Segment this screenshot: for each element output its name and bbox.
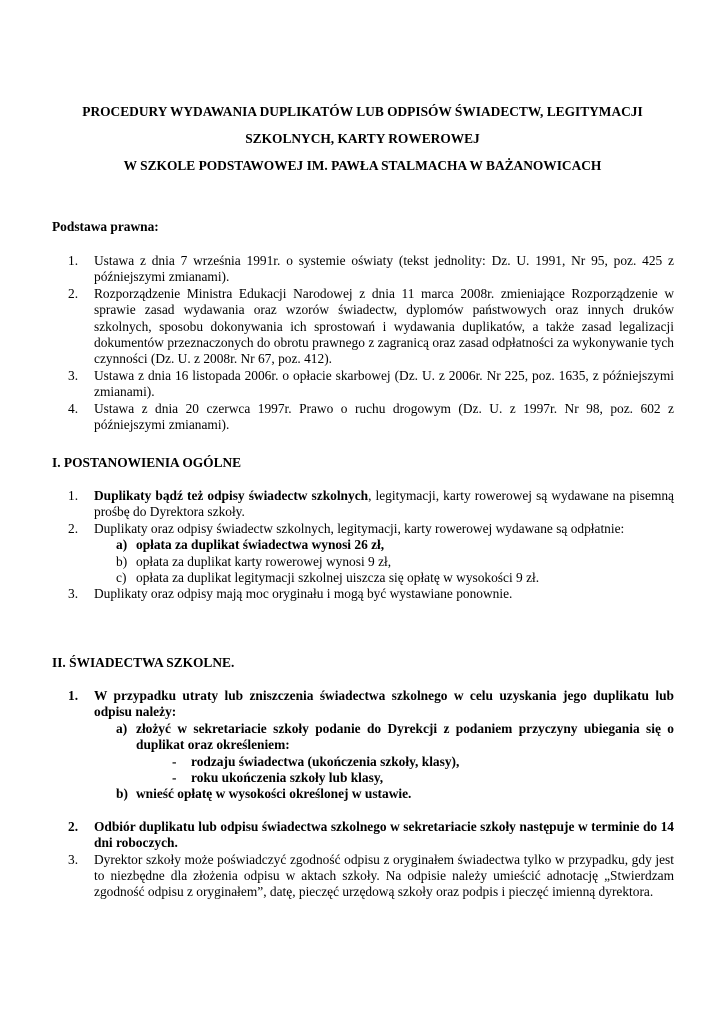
item-number: 3. (68, 367, 79, 383)
section1-item (52, 586, 674, 602)
item-text: Odbiór duplikatu lub odpisu świadectwa szkolnego w sekretariacie szkoły następuje w terminie do 14 dni roboczych. (94, 818, 674, 851)
instruction-item (52, 786, 674, 802)
title-line-2: SZKOLNYCH, KARTY ROWEROWEJ (245, 131, 480, 146)
fee-text: opłata za duplikat legitymacji szkolnej uiszcza się opłatę w wysokości 9 zł. (136, 570, 540, 586)
legal-basis-list (52, 253, 674, 433)
item-number: 2. (68, 520, 79, 536)
item-text: , legitymacji, karty rowerowej są wydawane na pisemną prośbę do Dyrektora szkoły. (94, 488, 675, 520)
fee-letter: b) (116, 553, 128, 569)
legal-basis-item (52, 253, 674, 286)
section2-item (52, 852, 674, 901)
document-title (40, 98, 685, 179)
dash-item (52, 754, 674, 770)
legal-basis-item (52, 286, 674, 368)
dash-text: roku ukończenia szkoły lub klasy, (191, 770, 384, 786)
fee-item (52, 554, 674, 570)
section1-heading: I. POSTANOWIENIA OGÓLNE (52, 455, 242, 470)
item-text: Duplikaty oraz odpisy mają moc oryginału i mogą być wystawiane ponownie. (94, 586, 513, 602)
instruction-text: wnieść opłatę w wysokości określonej w ustawie. (136, 786, 412, 802)
legal-basis-item (52, 401, 674, 434)
item-text: Ustawa z dnia 16 listopada 2006r. o opłacie skarbowej (Dz. U. z 2006r. Nr 225, poz. 1635, z późniejszymi zmianami). (94, 367, 674, 400)
dash-item (52, 770, 674, 786)
item-text: Ustawa z dnia 7 września 1991r. o systemie oświaty (tekst jednolity: Dz. U. 1991, Nr 95, poz. 425 z późniejszymi zmianami). (94, 253, 674, 285)
fee-item (52, 570, 674, 586)
legal-basis-item (52, 368, 674, 401)
item-text: W przypadku utraty lub zniszczenia świadectwa szkolnego w celu uzyskania jego duplikatu lub odpisu należy: (94, 688, 674, 720)
section2-list (52, 688, 674, 901)
item-text: Rozporządzenie Ministra Edukacji Narodowej z dnia 11 marca 2008r. zmieniające Rozporządzenie w sprawie zasad wydawania oraz wzorów świadectw, dyplomów państwowych oraz innych druków szkolnych, sposobu dokonywania ich sprostowań i wydawania duplikatów, a także zasad legalizacji dokumentów przeznaczonych do obrotu prawnego z zagranicą oraz zasad odpłatności za wykonywanie tych czynności (Dz. U. z 2008r. Nr 67, poz. 412). (94, 285, 674, 367)
section1-item (52, 521, 674, 537)
title-line-3: W SZKOLE PODSTAWOWEJ IM. PAWŁA STALMACHA W BAŻANOWICACH (123, 158, 602, 173)
item-number: 4. (68, 400, 79, 416)
dash-marker: - (172, 753, 177, 769)
section1-item (52, 488, 674, 521)
section2-item (52, 688, 674, 721)
instruction-letter: b) (116, 786, 128, 802)
instruction-text: złożyć w sekretariacie szkoły podanie do Dyrekcji z podaniem przyczyny ubiegania się o duplikat oraz określeniem: (136, 720, 674, 753)
item-number: 1. (68, 688, 79, 703)
item-number: 2. (68, 285, 79, 301)
dash-marker: - (172, 770, 177, 786)
item-number: 3. (68, 586, 79, 602)
item-text: Dyrektor szkoły może poświadczyć zgodność odpisu z oryginałem świadectwa tylko w przypadku, gdy jest to niezbędne dla złożenia odpisu w aktach szkoły. Na odpisie należy umieścić adnotację „Stwierdzam zgodność odpisu z oryginałem”, datę, pieczęć urzędową szkoły oraz podpis i pieczęć imienną dyrektora. (94, 851, 674, 900)
fee-text: opłata za duplikat świadectwa wynosi 26 zł, (136, 537, 385, 553)
instruction-letter: a) (116, 720, 128, 736)
instruction-item (52, 721, 674, 754)
spacer (52, 803, 674, 819)
item-text: Ustawa z dnia 20 czerwca 1997r. Prawo o ruchu drogowym (Dz. U. z 1997r. Nr 98, poz. 602 z późniejszymi zmianami). (94, 400, 674, 433)
legal-basis-heading: Podstawa prawna: (52, 219, 159, 234)
item-text: Duplikaty oraz odpisy świadectw szkolnych, legitymacji, karty rowerowej wydawane są odpłatnie: (94, 520, 625, 536)
item-number: 3. (68, 851, 79, 867)
item-bold-text: Duplikaty bądź też odpisy świadectw szkolnych (94, 488, 369, 503)
fee-letter: c) (116, 570, 127, 586)
fee-item (52, 537, 674, 553)
fee-text: opłata za duplikat karty rowerowej wynosi 9 zł, (136, 553, 392, 569)
item-number: 2. (68, 818, 79, 834)
fee-letter: a) (116, 537, 128, 553)
section2-heading: II. ŚWIADECTWA SZKOLNE. (52, 655, 235, 670)
dash-text: rodzaju świadectwa (ukończenia szkoły, klasy), (191, 753, 460, 769)
section2-item (52, 819, 674, 852)
section1-list (52, 488, 674, 603)
item-number: 1. (68, 253, 79, 268)
item-number: 1. (68, 488, 79, 503)
title-line-1: PROCEDURY WYDAWANIA DUPLIKATÓW LUB ODPISÓW ŚWIADECTW, LEGITYMACJI (82, 104, 643, 119)
